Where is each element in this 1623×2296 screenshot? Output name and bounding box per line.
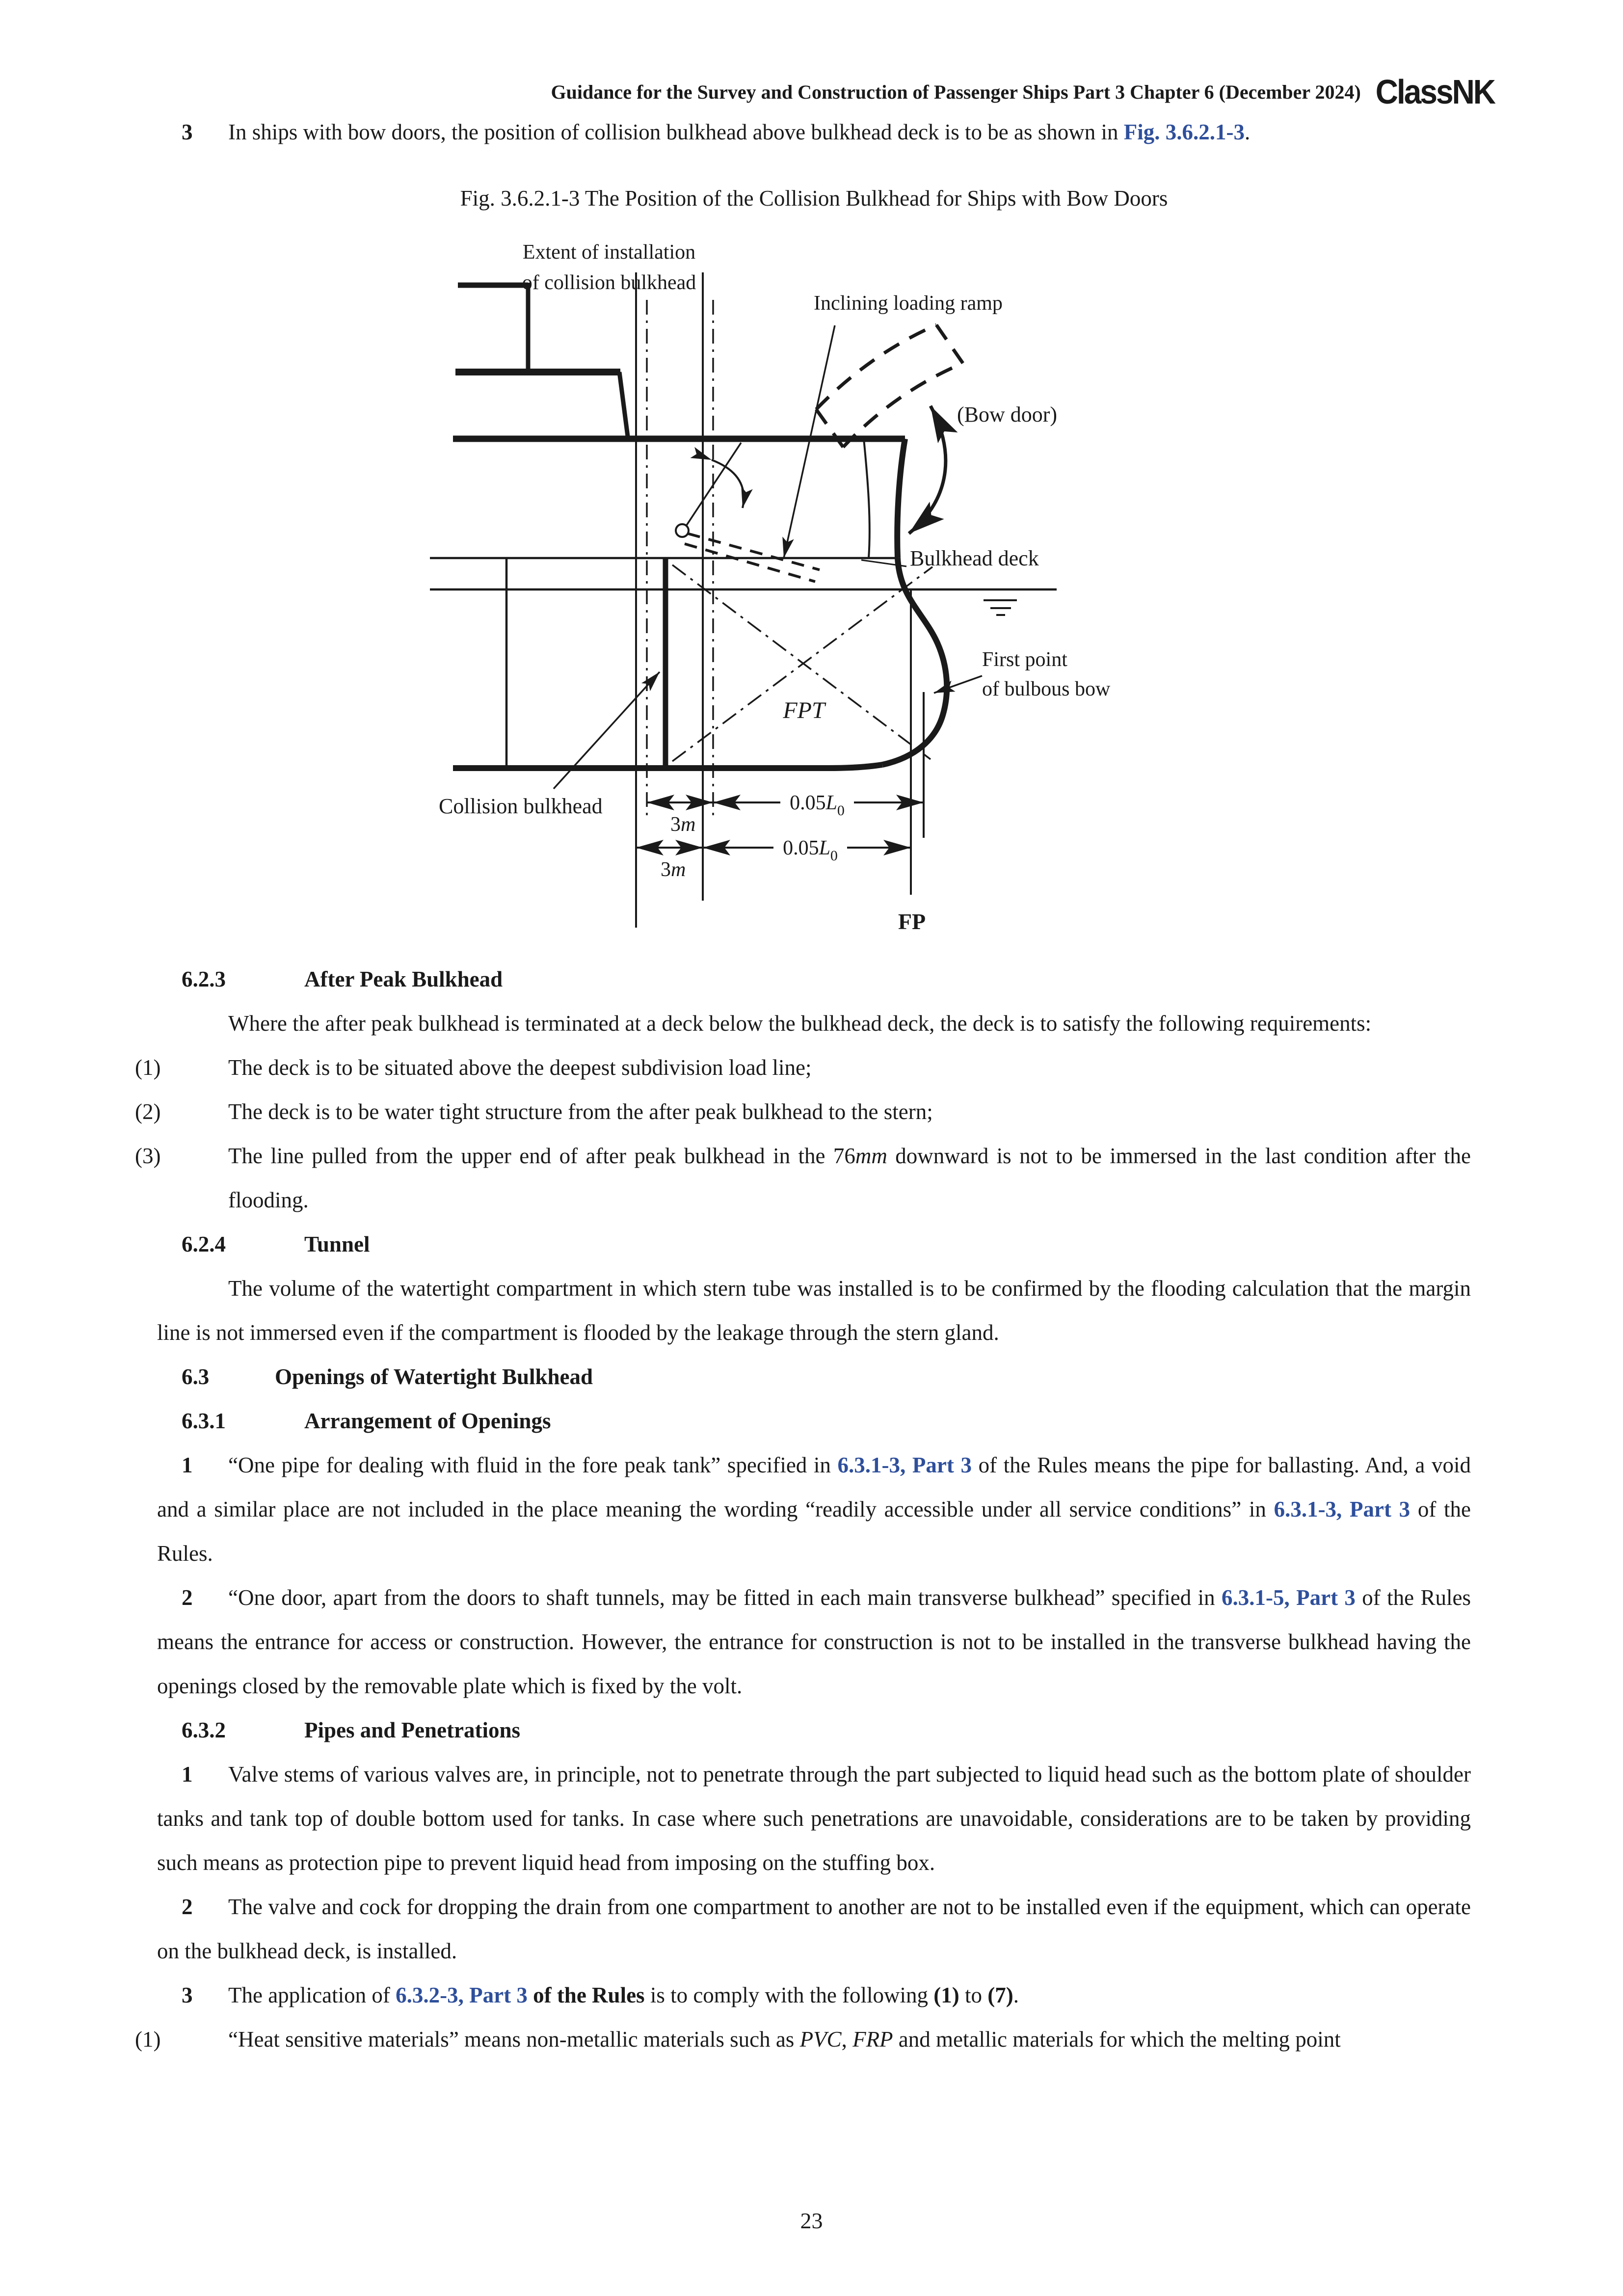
collision-bulkhead-diagram (426, 223, 1152, 945)
ramp-hinge-point (676, 524, 689, 537)
item-text: The deck is to be situated above the deepest subdivision load line; (228, 1055, 812, 1080)
section-number: 6.3 (182, 1364, 210, 1389)
heading-632 (157, 1708, 1471, 1752)
collision-bulkhead-leader-arrow (554, 672, 660, 789)
bulkhead-deck-label: Bulkhead deck (910, 546, 1039, 570)
item-label: (1) (135, 2027, 161, 2052)
paragraph-text-end: . (1245, 120, 1251, 144)
paragraph-text: of the Rules. (157, 1497, 1471, 1566)
fpt-diagonal-2 (672, 567, 932, 761)
paragraph-text: . (1013, 1983, 1019, 2007)
header-title: Guidance for the Survey and Construction of Passenger Ships Part 3 Chapter 6 (December 2024) (551, 80, 1361, 103)
item-text: The line pulled from the upper end of after peak bulkhead in the 76 (228, 1144, 855, 1168)
paragraph-number: 2 (182, 1895, 193, 1919)
rule-reference-link[interactable]: 6.3.2-3, Part 3 (396, 1983, 528, 2007)
figure-reference-link[interactable]: Fig. 3.6.2.1-3 (1123, 120, 1245, 144)
section-number: 6.3.2 (182, 1718, 226, 1742)
section-title: Pipes and Penetrations (304, 1718, 521, 1742)
paragraph-number: 1 (182, 1762, 193, 1787)
item-text: downward is not to be immersed in the last condition after the flooding. (228, 1144, 1471, 1212)
extent-label-line2: of collision bulkhead (522, 271, 696, 294)
paragraph-text: “One pipe for dealing with fluid in the fore peak tank” specified in (228, 1453, 838, 1477)
section-title: After Peak Bulkhead (304, 967, 503, 991)
paragraph-text: to (959, 1983, 988, 2007)
page-number: 23 (800, 2208, 823, 2233)
dim-3m-label-row1: 3m (670, 813, 696, 836)
dim-005L0-label-row2: $0.05L_0$ (783, 837, 838, 864)
paragraph-number: 1 (182, 1453, 193, 1477)
ramp-label: Inclining loading ramp (814, 292, 1003, 315)
item-label: (2) (135, 1099, 161, 1124)
paragraph-text-bold: (7) (987, 1983, 1013, 2007)
paragraph-text: The application of (228, 1983, 396, 2007)
item-text: and metallic materials for which the melting point (893, 2027, 1341, 2052)
paragraph-624: The volume of the watertight compartment in which stern tube was installed is to be confirmed by the flooding calculation that the margin line is not immersed even if the compartment is flooded by the leakage through the stern gland. (157, 1276, 1471, 1345)
item-text-italic: PVC (799, 2027, 842, 2052)
dim-005L0-label-row1: $0.05L_0$ (790, 792, 845, 819)
first-point-label-line2: of bulbous bow (982, 678, 1111, 700)
paragraph-number: 2 (182, 1585, 193, 1610)
heading-63 (157, 1355, 1471, 1399)
extent-label-line1: Extent of installation (522, 241, 696, 264)
heading-631 (157, 1399, 1471, 1443)
fpt-diagonal-1 (672, 565, 931, 759)
paragraph-631-1 (157, 1443, 1471, 1575)
paragraph-text-bold: (1) (933, 1983, 959, 2007)
paragraph-632-2 (157, 1885, 1471, 1973)
paragraph-number: 3 (182, 1983, 193, 2007)
bow-stem-upper (897, 439, 905, 558)
page-header (0, 0, 1623, 110)
item-label: (1) (135, 1055, 161, 1080)
figure-3621-3 (426, 223, 1471, 947)
section-title: Tunnel (304, 1232, 370, 1256)
section-number: 6.2.3 (182, 967, 226, 991)
heading-623 (157, 957, 1471, 1001)
item-label: (3) (135, 1144, 161, 1168)
heading-624 (157, 1222, 1471, 1266)
fp-label: FP (898, 909, 926, 934)
paragraph-623-intro: Where the after peak bulkhead is terminated at a deck below the bulkhead deck, the deck is to satisfy the following requirements: (228, 1011, 1372, 1036)
inner-stem-line (864, 439, 870, 558)
first-point-label-line1: First point (982, 648, 1067, 671)
paragraph-text: of the Rules means the entrance for access or construction. However, the entrance for construction is not to be installed in the transverse bulkhead having the openings closed by the removable plate which is fixed by the volt. (157, 1585, 1471, 1698)
item-text: The deck is to be water tight structure from the after peak bulkhead to the stern; (228, 1099, 933, 1124)
classnk-logo: ClassNK (1375, 73, 1494, 111)
bow-door-edge (936, 325, 963, 363)
ramp-rotation-arrow (712, 460, 744, 508)
dim-3m-label-row2: 3m (661, 858, 686, 881)
paragraph-3 (157, 110, 1471, 154)
paragraph-632-1 (157, 1752, 1471, 1885)
superstructure-front-lower (619, 372, 628, 436)
section-number: 6.3.1 (182, 1409, 226, 1433)
paragraph-text: of the Rules means the pipe for ballasting. And, a void and a similar place are not included in the place meaning the wording “readily accessible under all service conditions” in (157, 1453, 1471, 1522)
paragraph-text-bold: of the Rules (527, 1983, 645, 2007)
item-text: , (841, 2027, 853, 2052)
collision-bulkhead-label: Collision bulkhead (439, 794, 603, 818)
item-text-italic: FRP (852, 2027, 893, 2052)
paragraph-text: Valve stems of various valves are, in principle, not to penetrate through the part subjected to liquid head such as the bottom plate of shoulder tanks and tank top of double bottom used for tanks. In case where such penetrations are unavoidable, considerations are to be taken by providing such means as protection pipe to prevent liquid head from imposing on the stuffing box. (157, 1762, 1471, 1875)
list-item (135, 1090, 1471, 1134)
section-title: Openings of Watertight Bulkhead (275, 1364, 593, 1389)
section-title: Arrangement of Openings (304, 1409, 551, 1433)
paragraph-text: “One door, apart from the doors to shaft tunnels, may be fitted in each main transverse bulkhead” specified in (228, 1585, 1222, 1610)
list-item (135, 1134, 1471, 1222)
paragraph-632-3 (157, 1973, 1471, 2017)
list-item (135, 1045, 1471, 1090)
bow-door-edge (843, 363, 963, 447)
paragraph-text: In ships with bow doors, the position of collision bulkhead above bulkhead deck is to be as shown in (228, 120, 1124, 144)
rule-reference-link[interactable]: 6.3.1-5, Part 3 (1222, 1585, 1356, 1610)
figure-title: Fig. 3.6.2.1-3 The Position of the Collision Bulkhead for Ships with Bow Doors (460, 186, 1168, 211)
paragraph-631-2 (157, 1575, 1471, 1708)
rule-reference-link[interactable]: 6.3.1-3, Part 3 (837, 1453, 972, 1477)
first-point-leader-arrow (934, 676, 982, 693)
bow-door-label: (Bow door) (957, 402, 1058, 427)
rule-reference-link[interactable]: 6.3.1-3, Part 3 (1274, 1497, 1410, 1522)
fpt-label: FPT (783, 697, 825, 723)
item-text: “Heat sensitive materials” means non-metallic materials such as (228, 2027, 800, 2052)
paragraph-text: The valve and cock for dropping the drain from one compartment to another are not to be installed even if the equipment, which can operate on the bulkhead deck, is installed. (157, 1895, 1471, 1963)
list-item (135, 2017, 1471, 2061)
item-text-italic: mm (855, 1144, 887, 1168)
paragraph-text: is to comply with the following (644, 1983, 934, 2007)
bow-door-edge (816, 325, 936, 409)
paragraph-number: 3 (182, 120, 193, 144)
section-number: 6.2.4 (182, 1232, 226, 1256)
bow-door-rotation-arrow (909, 406, 946, 534)
